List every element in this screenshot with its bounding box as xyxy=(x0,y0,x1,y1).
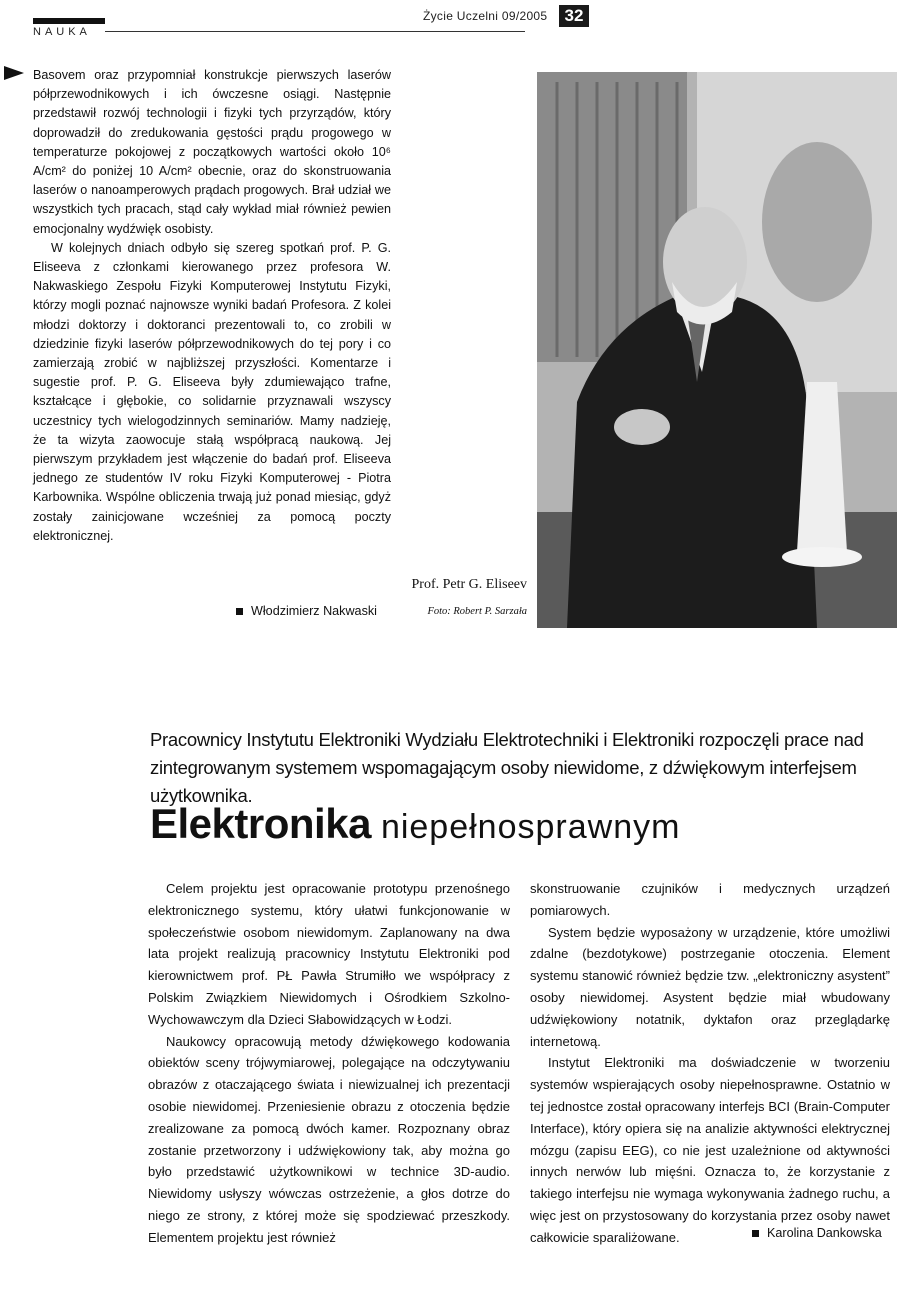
bottom-article-paragraph: System będzie wyposażony w urządzenie, które umożliwi zdalne (bezdotykowe) postrzeganie otoczenia. Element systemu stanowić również będzie tzw. „elektroniczny asystent” osoby niewidomej. Asystent będzie miał wbudowany udźwiękowiony notatnik, dyktafon oraz przeglądarkę internetową. xyxy=(530,924,890,1049)
bottom-article-column-2 xyxy=(530,878,890,1249)
bottom-article-author-name: Karolina Dankowska xyxy=(767,1226,882,1240)
bottom-article-paragraph: Instytut Elektroniki ma doświadczenie w tworzeniu systemów wspierających osoby niepełnosprawne. Ostatnio w tej jednostce został opracowany interfejs BCI (Brain-Computer Interface), który opiera się na analizie aktywności elektrycznej mózgu (zapisu EEG), co nie jest uzależnione od aktywności innych nerwów lub mięśni. Oznacza to, że korzystanie z takiego interfejsu nie wymaga wykonywania żadnego ruchu, a więc jest on przystosowany do korzystania przez osoby nawet całkowicie sparaliżowane. xyxy=(530,1055,890,1245)
article-title xyxy=(150,800,680,848)
top-article-author-name: Włodzimierz Nakwaski xyxy=(251,604,377,618)
author-bullet-icon xyxy=(752,1230,759,1237)
bottom-article-paragraph: Naukowcy opracowują metody dźwiękowego kodowania obiektów sceny trójwymiarowej, polegające na odczytywaniu obrazów z otaczającego świata i niewizualnej ich prezentacji osobie niewidomej. Przeniesienie obrazu z otoczenia będzie zrealizowane za pomocą dwóch kamer. Rozpoznany obraz zostanie przetworzony i udźwiękowiony tak, aby można go było przedstawić użytkownikowi w technice 3D-audio. Niewidomy usłyszy wówczas ostrzeżenie, a głos dotrze do niego ze strony, z której może się spodziewać przeszkody. Elementem projektu jest również xyxy=(148,1033,510,1245)
issue-label: Życie Uczelni 09/2005 xyxy=(423,9,548,23)
speaker-photo-illustration xyxy=(537,72,897,628)
continuation-arrow-icon xyxy=(4,66,24,80)
page-number: 32 xyxy=(559,5,589,27)
top-article-column xyxy=(33,66,391,546)
speaker-photo xyxy=(537,72,897,628)
photo-caption: Prof. Petr G. Eliseev xyxy=(411,577,527,592)
top-article-author xyxy=(236,604,377,618)
bottom-article-paragraph: Celem projektu jest opracowanie prototypu przenośnego elektronicznego systemu, który ułatwi funkcjonowanie w społeczeństwie osobom niewidomym. Zaplanowany na dwa lata projekt realizują pracownicy Instytutu Elektroniki pod kierownictwem prof. PŁ Pawła Strumiłło we współpracy z Polskim Związkiem Niewidomych i Ośrodkiem Szkolno-Wychowawczym dla Dzieci Słabowidzących w Łodzi. xyxy=(148,881,510,1027)
section-label: NAUKA xyxy=(33,18,105,38)
top-article-paragraph: W kolejnych dniach odbyło się szereg spotkań prof. P. G. Eliseeva z członkami kierowanego przez profesora W. Nakwaskiego Zespołu Fizyki Komputerowej Instytutu Fizyki, którzy mogli poznać najnowsze wyniki badań Profesora. Z kolei młodzi doktorzy i doktoranci prezentowali to, co zrobili w dziedzinie fizyki laserów półprzewodnikowych do tej pory i co zamierzają zrobić w najbliższej przyszłości. Komentarze i sugestie prof. P. G. Eliseeva były zdumiewająco trafne, kształcące i głębokie, co solidarnie przyznawali wszyscy uczestnicy tych wielogodzinnych seminariów. Mamy nadzieję, że ta wizyta zaowocuje stałą współpracą naukową. Jej pierwszym przykładem jest włączenie do badań prof. Eliseeva jednego ze studentów IV roku Fizyki Komputerowej - Piotra Karbownika. Wspólne obliczenia trwają już ponad miesiąc, gdyż zostały zainicjowane wcześniej za pomocą poczty elektronicznej. xyxy=(33,240,391,543)
bottom-article-author xyxy=(752,1226,882,1240)
article-title-light: niepełnosprawnym xyxy=(380,808,681,846)
article-title-bold: Elektronika xyxy=(150,800,371,847)
bottom-article-paragraph: skonstruowanie czujników i medycznych urządzeń pomiarowych. xyxy=(530,881,890,918)
header-rule xyxy=(105,31,525,32)
bottom-article-column-1 xyxy=(148,878,510,1249)
author-bullet-icon xyxy=(236,608,243,615)
top-article-paragraph: Basovem oraz przypomniał konstrukcje pierwszych laserów półprzewodnikowych i ich ówczesne osiągi. Następnie przedstawił rozwój technologii i fizyki tych przyrządów, który doprowadził do zredukowania gęstości prądu progowego w temperaturze pokojowej z początkowych wartości około 10⁶ A/cm² do poniżej 10 A/cm² obecnie, oraz do skonstruowania laserów o nanoamperowych prądach progowych. Brał udział we wszystkich tych pracach, stąd cały wykład miał również pewien emocjonalny wydźwięk osobisty. xyxy=(33,68,391,236)
article-lead: Pracownicy Instytutu Elektroniki Wydziału Elektrotechniki i Elektroniki rozpoczęli prace nad zintegrowanym systemem wspomagającym osoby niewidome, z dźwiękowym interfejsem użytkownika. xyxy=(150,729,864,806)
photo-credit: Foto: Robert P. Sarzała xyxy=(427,606,527,617)
